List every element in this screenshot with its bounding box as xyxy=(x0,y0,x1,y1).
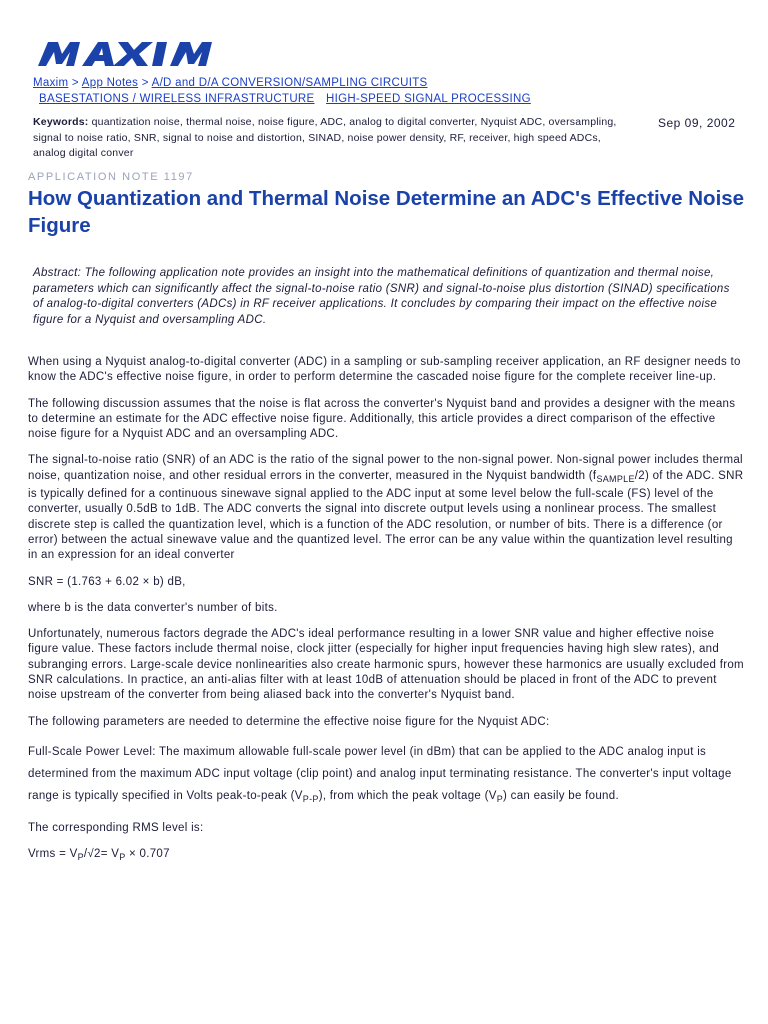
keywords xyxy=(33,115,633,162)
abstract: Abstract: The following application note provides an insight into the mathematical definitions of quantization and thermal noise, parameters which can significantly affect the signal-to-noise ratio (SNR) and signal-to-noise plus distortion (SINAD) specifications of analog-to-digital converters (ADCs) in RF receiver applications. It concludes by comparing their impact on the effective noise figure for a Nyquist and oversampling ADC. xyxy=(33,267,730,326)
breadcrumb-separator: > xyxy=(141,77,149,89)
equation-vrms: Vrms = $V_P/√2= V_P \times 0.707$ xyxy=(28,848,170,863)
maxim-logo xyxy=(34,40,224,68)
paragraph: The following parameters are needed to determine the effective noise figure for the Nyquist ADC: xyxy=(28,715,550,728)
article-body xyxy=(28,355,744,877)
publish-date: Sep 09, 2002 xyxy=(658,116,736,130)
keywords-text: quantization noise, thermal noise, noise figure, ADC, analog to digital converter, Nyquist ADC, oversampling, signal to noise ratio, SNR, signal to noise and distortion, SINAD, noise power density, RF, receiver, high speed ADCs, analog digital conver xyxy=(33,116,617,159)
paragraph: Unfortunately, numerous factors degrade the ADC's ideal performance resulting in a lower SNR value and higher effective noise figure value. These factors include thermal noise, clock jitter (especially for higher input frequencies having high slew rates), and subranging errors. Large-scale device nonlinearities also create harmonic spurs, however these harmonics are usually excluded from SNR calculations. In practice, an anti-alias filter with at least 10dB of attenuation should be placed in front of the ADC to prevent noise upstream of the converter from being aliased back into the converter's Nyquist band. xyxy=(28,628,744,702)
app-note-label: APPLICATION NOTE 1197 xyxy=(28,171,194,183)
breadcrumb-row-1 xyxy=(33,75,539,91)
breadcrumb-link-app-notes[interactable]: App Notes xyxy=(81,77,139,89)
paragraph: where b is the data converter's number of bits. xyxy=(28,601,278,614)
breadcrumb-separator: > xyxy=(71,77,79,89)
breadcrumb xyxy=(33,75,539,107)
breadcrumb-link-maxim[interactable]: Maxim xyxy=(33,77,69,89)
keywords-label: Keywords: xyxy=(33,116,89,128)
paragraph: When using a Nyquist analog-to-digital converter (ADC) in a sampling or sub-sampling receiver application, an RF designer needs to know the ADC's effective noise figure, in order to perform determine the cascaded noise figure for the complete receiver line-up. xyxy=(28,356,741,384)
category-link-high-speed[interactable]: HIGH-SPEED SIGNAL PROCESSING xyxy=(326,93,531,105)
breadcrumb-row-2 xyxy=(33,91,539,107)
paragraph: The signal-to-noise ratio (SNR) of an ADC is the ratio of the signal power to the non-signal power. Non-signal power includes thermal noise, quantization noise, and other residual errors in the converter, measured in the Nyquist bandwidth $(f_{SAMPLE}/2)$ of the ADC. SNR is typically defined for a continuous sinewave signal applied to the ADC input at some level below the full-scale (FS) level of the converter, usually 0.5dB to 1dB. The ADC converts the signal into discrete output levels using a nonlinear process. The smallest discrete step is called the quantization level, which is a function of the ADC resolution, or number of bits. There is a difference (or error) between the actual sinewave value and the quantized level. The error can be any value within the quantization level resulting in an expression for an ideal converter xyxy=(28,454,744,562)
page-title: How Quantization and Thermal Noise Determine an ADC's Effective Noise Figure xyxy=(28,187,745,237)
category-link-basestations[interactable]: BASESTATIONS / WIRELESS INFRASTRUCTURE xyxy=(39,93,315,105)
paragraph: The corresponding RMS level is: xyxy=(28,821,204,834)
paragraph-full-scale: Full-Scale Power Level: The maximum allowable full-scale power level (in dBm) that can be applied to the ADC analog input is determined from the maximum ADC input voltage (clip point) and analog input terminating resistance. The converter's input voltage range is typically specified in Volts peak-to-peak $(V_{P-P})$, from which the peak voltage $(V_P)$ can easily be found. xyxy=(28,745,732,804)
breadcrumb-link-category[interactable]: A/D and D/A CONVERSION/SAMPLING CIRCUITS xyxy=(151,77,428,89)
paragraph: The following discussion assumes that the noise is flat across the converter's Nyquist band and provides a designer with the means to determine an estimate for the ADC effective noise figure. Additionally, this article provides a direct comparison of the effective noise figure for a Nyquist ADC and an oversampling ADC. xyxy=(28,397,736,441)
equation-snr: SNR = (1.763 + 6.02 × b) dB, xyxy=(28,575,186,588)
